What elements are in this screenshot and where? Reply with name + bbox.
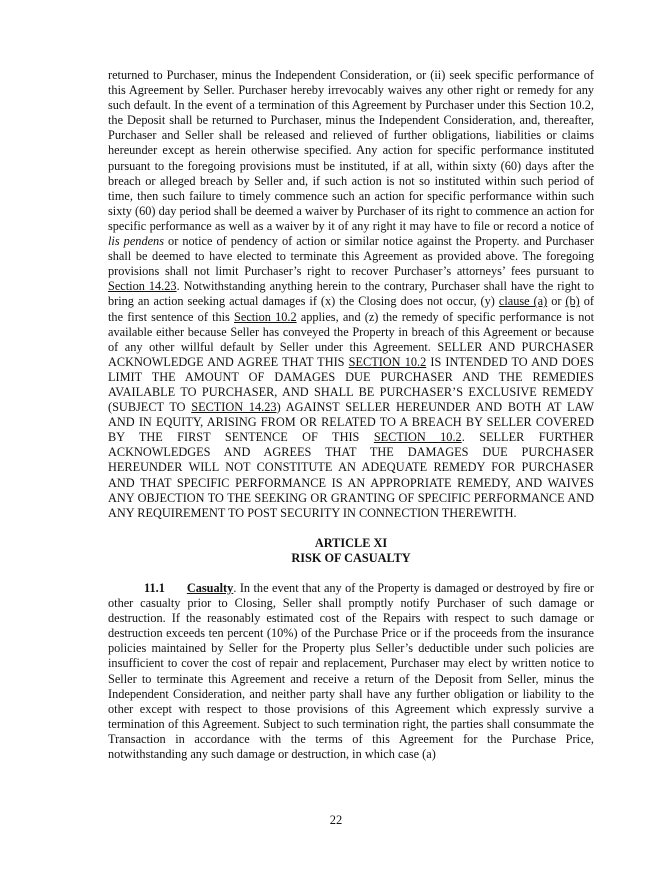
text-run: or bbox=[547, 294, 566, 309]
text-run: . SELLER FURTHER ACKNOWLEDGES AND AGREES THAT THE DAMAGES DUE PURCHASER HEREUNDER WILL NOT CONSTITUTE AN ADEQUATE REMEDY FOR PURCHASER AND THAT SPECIFIC PERFORMANCE IS AN APPROPRIATE REMEDY, AND WAIVES ANY OBJECTION TO THE SEEKING OR GRANTING OF SPECIFIC PERFORMANCE AND ANY REQUIREMENT TO POST SECURITY IN CONNECTION THEREWITH. bbox=[108, 430, 594, 520]
section-title: Casualty bbox=[186, 581, 234, 595]
article-title: ARTICLE XI bbox=[314, 535, 388, 550]
clause-reference: clause (a) bbox=[498, 294, 548, 309]
text-run: or notice of pendency of action or similar notice against the Property. and Purchaser shall be deemed to have elected to terminate this Agreement as provided above. The foregoing provisions shall not limit Purchaser’s right to recover Purchaser’s attorneys’ fees pursuant to bbox=[108, 234, 594, 279]
section-number: 11.1 bbox=[144, 581, 165, 595]
section-reference: SECTION 10.2 bbox=[348, 354, 427, 369]
page-number: 22 bbox=[329, 813, 343, 827]
section-reference: Section 10.2 bbox=[234, 309, 297, 324]
italic-term: lis pendens bbox=[108, 234, 164, 249]
body-text bbox=[108, 68, 594, 762]
clause-reference: (b) bbox=[565, 294, 580, 309]
section-reference: SECTION 10.2 bbox=[373, 430, 462, 445]
text-run: IS INTENDED TO AND DOES LIMIT THE AMOUNT OF DAMAGES DUE PURCHASER AND THE REMEDIES AVAILABLE TO PURCHASER, AND SHALL BE PURCHASER’S EXCLUSIVE REMEDY (SUBJECT TO bbox=[108, 354, 594, 415]
text-run: returned to Purchaser, minus the Independent Consideration, or (ii) seek specific performance of this Agreement by Seller. Purchaser hereby irrevocably waives any other right or remedy for any such default. In the event of a termination of this Agreement by Purchaser under this Section 10.2, the Deposit shall be returned to Purchaser, minus the Independent Consideration, and, thereafter, Purchaser and Seller shall be released and relieved of further obligations, liabilities or claims hereunder except as herein otherwise specified. Any action for specific performance instituted pursuant to the foregoing provisions must be instituted, if at all, within sixty (60) days after the breach or alleged breach by Seller and, if such action is not so instituted within such period of time, then such failure to timely commence such an action for specific performance within such sixty (60) day period shall be deemed a waiver by Purchaser of its right to commence an action for specific performance as well as a waiver by it of any right it may have to file or record a notice of bbox=[108, 68, 594, 233]
text-run: of the first sentence of this bbox=[108, 294, 594, 324]
paragraph-section-11-1 bbox=[108, 581, 594, 762]
text-run: . Notwithstanding anything herein to the contrary, Purchaser shall have the right to bring an action seeking actual damages if (x) the Closing does not occur, (y) bbox=[108, 279, 594, 309]
paragraph-section-10-2-continued bbox=[108, 68, 594, 521]
text-run: applies, and (z) the remedy of specific performance is not available either because Seller has conveyed the Property in breach of this Agreement or because of any other willful default by Seller under this Agreement. SELLER AND PURCHASER ACKNOWLEDGE AND AGREE THAT THIS bbox=[108, 309, 594, 369]
text-run: . In the event that any of the Property is damaged or destroyed by fire or other casualty prior to Closing, Seller shall promptly notify Purchaser of such damage or destruction. If the reasonably estimated cost of the Repairs with respect to such damage or destruction exceeds ten percent (10%) of the Purchase Price or if the proceeds from the insurance policies maintained by Seller for the Property plus Seller’s deductible under such policies are insufficient to cover the cost of repair and replacement, Purchaser may elect by written notice to Seller to terminate this Agreement and receive a return of the Deposit from Seller, minus the Independent Consideration, and neither party shall have any further obligation or liability to the other except with respect to those provisions of this Agreement which expressly survive a termination of this Agreement. Subject to such termination right, the parties shall consummate the Transaction in accordance with the terms of this Agreement for the Purchase Price, notwithstanding any such damage or destruction, in which case (a) bbox=[108, 581, 594, 762]
section-reference: SECTION 14.23 bbox=[191, 400, 277, 415]
section-reference: Section 14.23 bbox=[108, 279, 177, 294]
text-run: ) AGAINST SELLER HEREUNDER AND BOTH AT LAW AND IN EQUITY, ARISING FROM OR RELATED TO A BREACH BY SELLER COVERED BY THE FIRST SENTENCE OF THIS bbox=[108, 400, 594, 445]
article-subtitle: RISK OF CASUALTY bbox=[291, 550, 411, 565]
